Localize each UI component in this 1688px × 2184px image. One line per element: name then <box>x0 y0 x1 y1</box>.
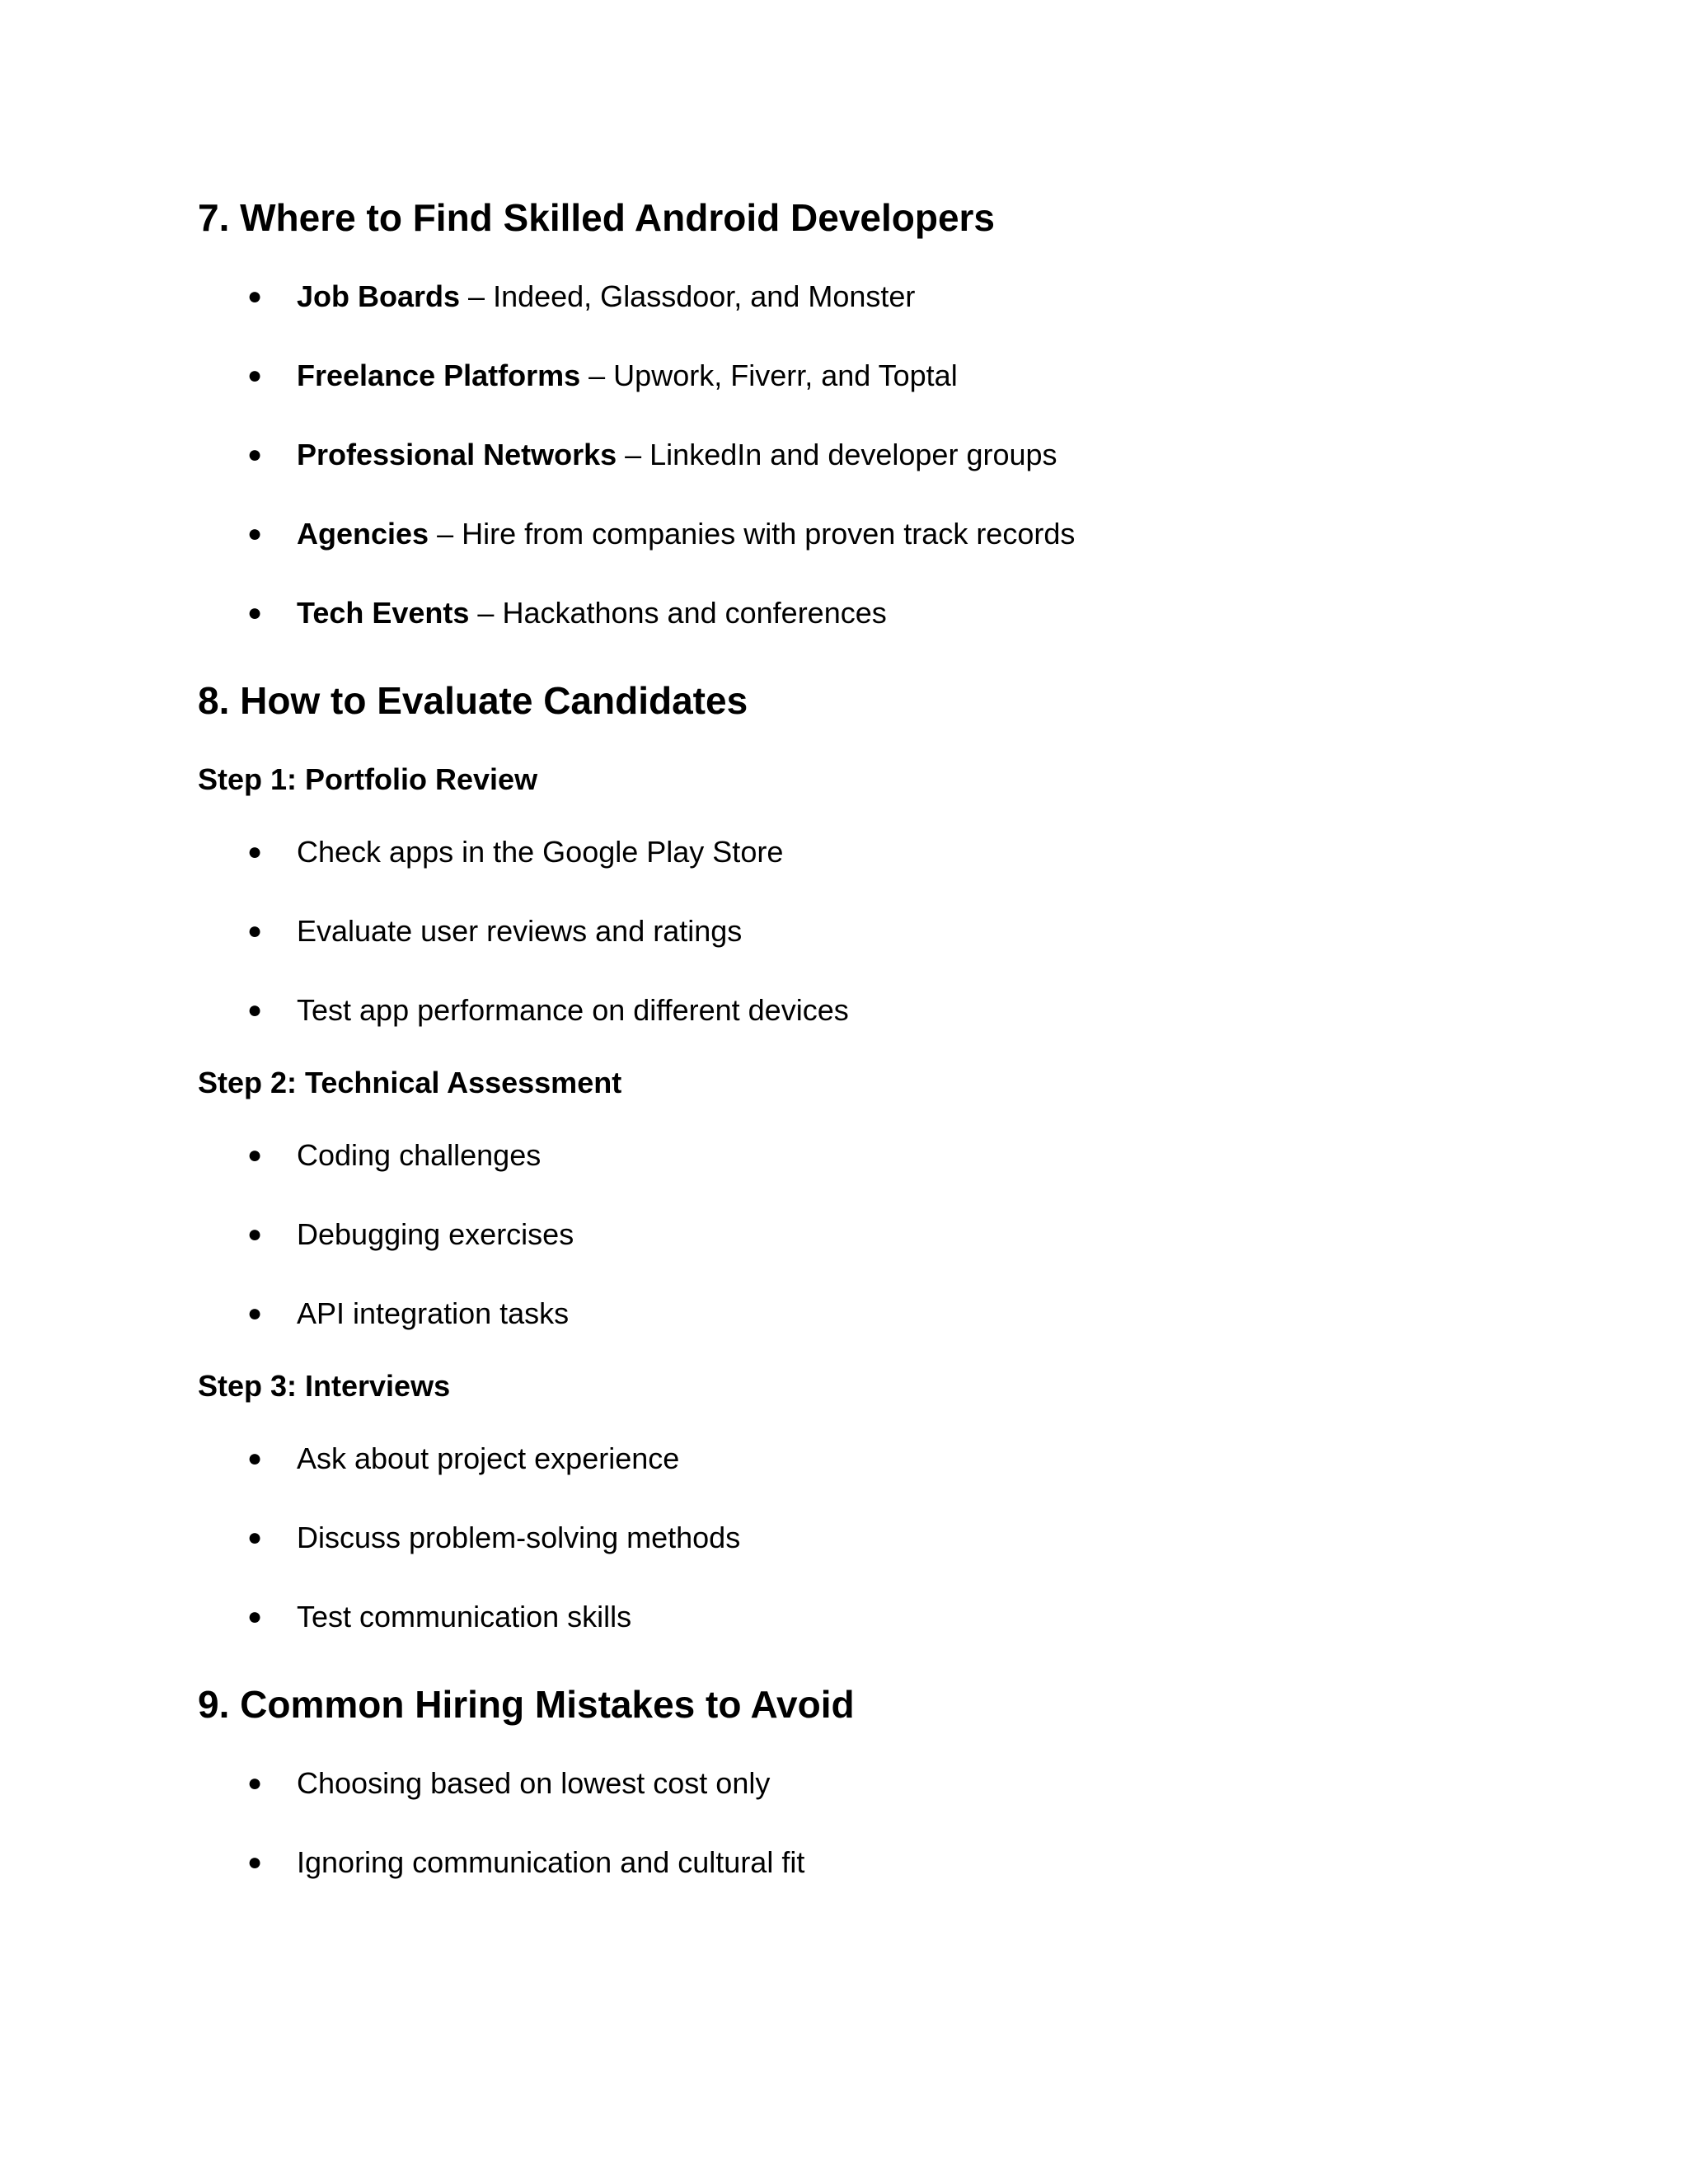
list-item-lead: Agencies <box>297 517 429 551</box>
list-item-lead: Job Boards <box>297 279 461 313</box>
list-item-lead: Freelance Platforms <box>297 359 581 392</box>
list-item-text: Ask about project experience <box>297 1441 680 1475</box>
list-item-text: API integration tasks <box>297 1296 570 1330</box>
list-item-text: Evaluate user reviews and ratings <box>297 914 743 948</box>
bullet-icon: ● <box>247 996 263 1024</box>
bullet-icon: ● <box>247 1769 263 1797</box>
bullet-icon: ● <box>247 1221 263 1248</box>
section-8-heading: 8. How to Evaluate Candidates <box>198 679 748 722</box>
bullet-icon: ● <box>247 1524 263 1551</box>
list-item-text: – LinkedIn and developer groups <box>617 438 1057 471</box>
list-item-text: – Indeed, Glassdoor, and Monster <box>460 279 916 313</box>
bullet-icon: ● <box>247 1603 263 1630</box>
list-item-lead: Tech Events <box>297 596 470 630</box>
step-1-title: Step 1: Portfolio Review <box>198 762 538 796</box>
step-3-title: Step 3: Interviews <box>198 1369 451 1403</box>
list-item-text: Debugging exercises <box>297 1217 574 1251</box>
list-item-text: Coding challenges <box>297 1138 542 1172</box>
section-7-heading: 7. Where to Find Skilled Android Developers <box>198 196 996 239</box>
bullet-icon: ● <box>247 520 263 547</box>
bullet-icon: ● <box>247 1141 263 1169</box>
step-2-title: Step 2: Technical Assessment <box>198 1066 622 1099</box>
bullet-icon: ● <box>247 917 263 944</box>
list-item-text: Choosing based on lowest cost only <box>297 1766 771 1800</box>
list-item-text: – Upwork, Fiverr, and Toptal <box>580 359 958 392</box>
bullet-icon: ● <box>247 362 263 389</box>
bullet-icon: ● <box>247 838 263 865</box>
list-item-text: Test communication skills <box>297 1600 632 1633</box>
list-item-text: Ignoring communication and cultural fit <box>297 1845 805 1879</box>
list-item-text: – Hire from companies with proven track records <box>429 517 1076 551</box>
list-item-text: Test app performance on different devices <box>297 993 849 1027</box>
list-item-lead: Professional Networks <box>297 438 617 471</box>
bullet-icon: ● <box>247 1300 263 1327</box>
bullet-icon: ● <box>247 599 263 626</box>
list-item-text: Check apps in the Google Play Store <box>297 835 784 869</box>
bullet-icon: ● <box>247 1445 263 1472</box>
section-9-heading: 9. Common Hiring Mistakes to Avoid <box>198 1683 855 1726</box>
bullet-icon: ● <box>247 441 263 468</box>
list-item-text: – Hackathons and conferences <box>469 596 887 630</box>
bullet-icon: ● <box>247 1849 263 1876</box>
bullet-icon: ● <box>247 283 263 310</box>
list-item-text: Discuss problem-solving methods <box>297 1521 741 1554</box>
